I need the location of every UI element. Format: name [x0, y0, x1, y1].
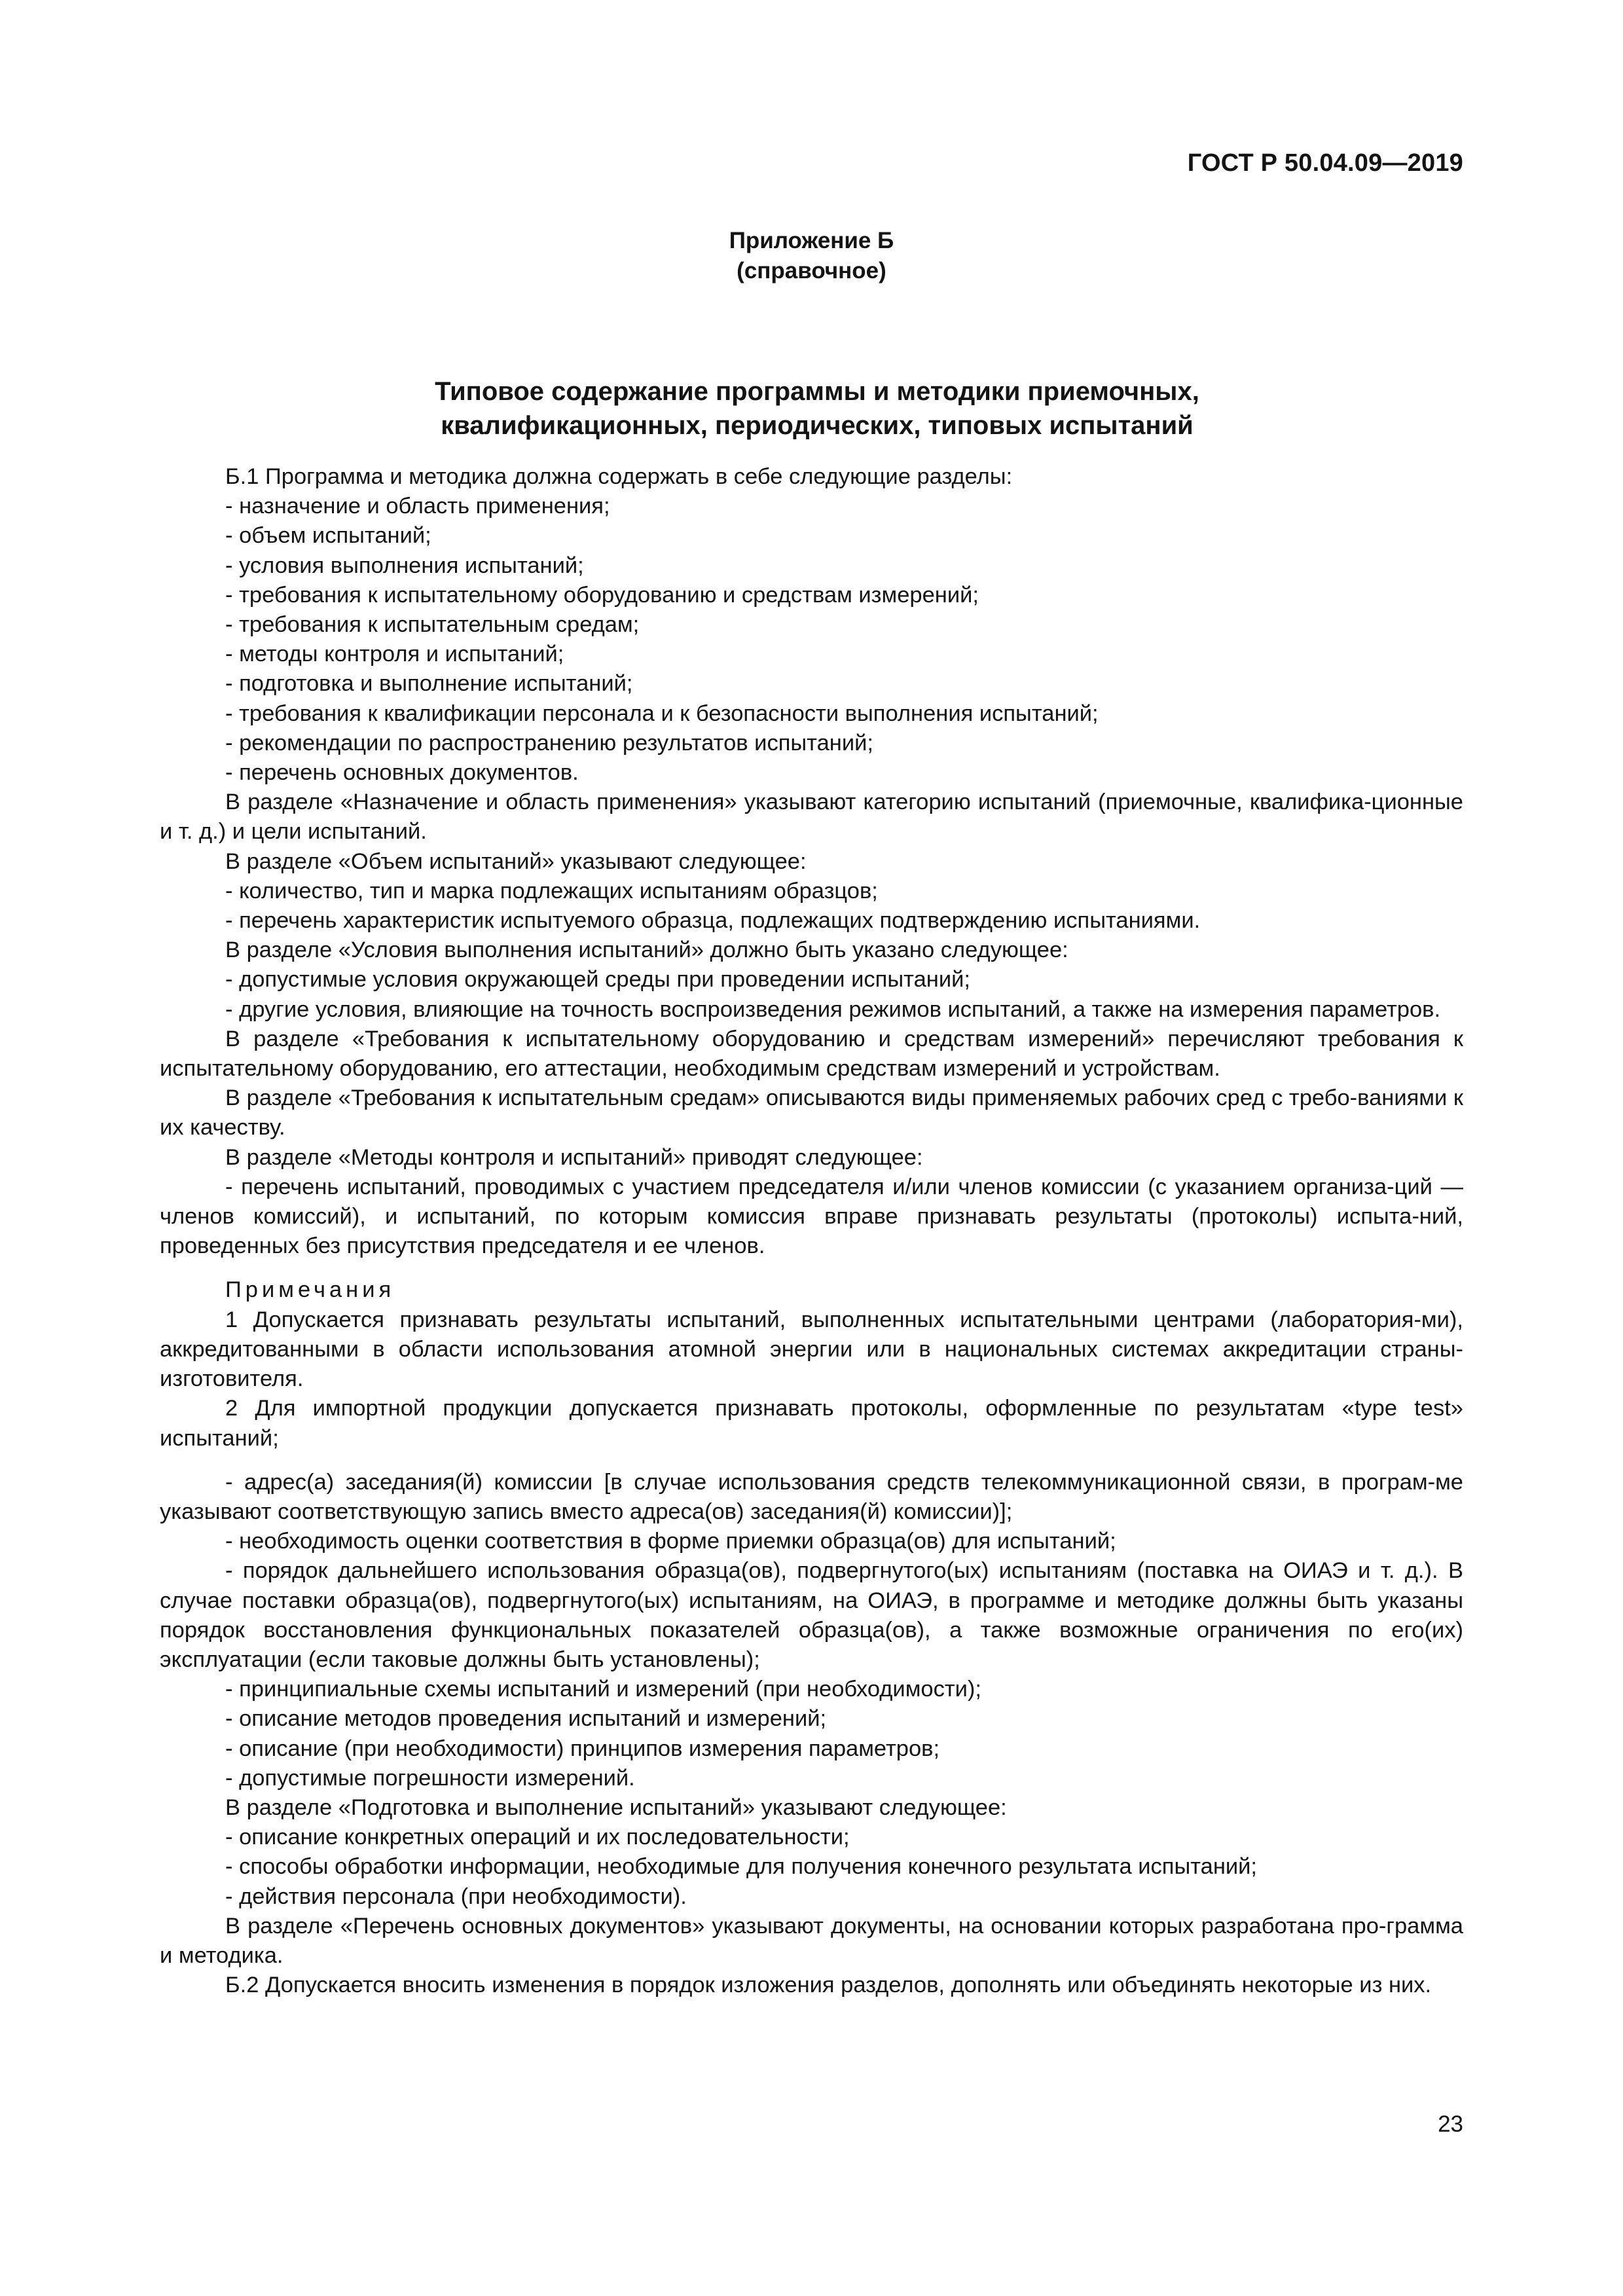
paragraph: В разделе «Требования к испытательным средам» описываются виды применяемых рабочих сред с требо-ваниями к их качеству. [160, 1085, 1463, 1140]
list-item: - перечень испытаний, проводимых с участием председателя и/или членов комиссии (с указанием организа-ций — членов комиссий), и испытаний, по которым комиссия вправе признавать результаты (протоколы) испыта-ний, проведенных без присутствия председателя и ее членов. [160, 1174, 1463, 1259]
list-item: - описание (при необходимости) принципов измерения параметров; [225, 1736, 940, 1761]
list-item: - необходимость оценки соответствия в форме приемки образца(ов) для испытаний; [225, 1529, 1116, 1554]
list-item: - методы контроля и испытаний; [225, 642, 564, 667]
section-title-line-2: квалификационных, периодических, типовых испытаний [441, 411, 1194, 440]
page-number: 23 [1438, 2111, 1463, 2137]
document-code-header: ГОСТ Р 50.04.09—2019 [1187, 149, 1463, 177]
list-item: - порядок дальнейшего использования образца(ов), подвергнутого(ых) испытаниям (поставка на ОИАЭ и т. д.). В случае поставки образца(ов), подвергнутого(ых) испытаниям, на ОИАЭ, в программе и методике должны быть указаны порядок восстановления функциональных показателей образца(ов), а также возможные ограничения по его(их) эксплуатации (если таковые должны быть установлены); [160, 1558, 1463, 1672]
list-item: - требования к квалификации персонала и к безопасности выполнения испытаний; [225, 701, 1099, 726]
paragraph: Б.2 Допускается вносить изменения в порядок изложения разделов, дополнять или объединять некоторые из них. [225, 1973, 1432, 1998]
paragraph: В разделе «Назначение и область применения» указывают категорию испытаний (приемочные, квалифика-ционные и т. д.) и цели испытаний. [160, 790, 1463, 845]
appendix-heading [0, 226, 1623, 286]
list-item: - подготовка и выполнение испытаний; [225, 671, 633, 697]
appendix-label: Приложение Б [729, 228, 894, 253]
list-item: - допустимые условия окружающей среды при проведении испытаний; [225, 967, 970, 993]
list-item: - рекомендации по распространению результатов испытаний; [225, 730, 873, 756]
section-title-line-1: Типовое содержание программы и методики приемочных, [435, 377, 1199, 406]
appendix-type: (справочное) [737, 258, 886, 283]
list-item: - требования к испытательному оборудованию и средствам измерений; [225, 582, 979, 608]
list-item: - принципиальные схемы испытаний и измерений (при необходимости); [225, 1677, 982, 1702]
paragraph: В разделе «Объем испытаний» указывают следующее: [225, 848, 807, 874]
list-item: - действия персонала (при необходимости). [225, 1884, 687, 1909]
note-item: 1 Допускается признавать результаты испытаний, выполненных испытательными центрами (лаборатория-ми), аккредитованными в области использования атомной энергии или в национальных системах аккредитации страны-изготовителя. [160, 1307, 1463, 1392]
list-item: - описание конкретных операций и их последовательности; [225, 1825, 850, 1850]
list-item: - требования к испытательным средам; [225, 612, 640, 638]
paragraph: В разделе «Условия выполнения испытаний» должно быть указано следующее: [225, 938, 1068, 963]
paragraph: В разделе «Методы контроля и испытаний» приводят следующее: [225, 1144, 923, 1170]
list-item: - допустимые погрешности измерений. [225, 1765, 635, 1791]
section-title [223, 374, 1412, 443]
list-item: - описание методов проведения испытаний и измерений; [225, 1706, 827, 1732]
list-item: - условия выполнения испытаний; [225, 553, 584, 578]
paragraph: В разделе «Перечень основных документов» указывают документы, на основании которых разработана про-грамма и методика. [160, 1913, 1463, 1968]
body-text [160, 462, 1463, 2000]
paragraph: В разделе «Подготовка и выполнение испытаний» указывают следующее: [225, 1795, 1007, 1820]
notes-heading: Примечания [225, 1277, 395, 1303]
list-item: - объем испытаний; [225, 523, 431, 549]
list-item: - перечень характеристик испытуемого образца, подлежащих подтверждению испытаниями. [225, 908, 1201, 934]
list-item: - количество, тип и марка подлежащих испытаниям образцов; [225, 878, 878, 903]
paragraph: Б.1 Программа и методика должна содержать в себе следующие разделы: [225, 464, 1013, 489]
list-item: - назначение и область применения; [225, 494, 610, 519]
list-item: - перечень основных документов. [225, 760, 579, 786]
list-item: - другие условия, влияющие на точность воспроизведения режимов испытаний, а также на измерения параметров. [225, 996, 1441, 1022]
note-item: 2 Для импортной продукции допускается признавать протоколы, оформленные по результатам «type test» испытаний; [160, 1396, 1463, 1451]
list-item: - адрес(а) заседания(й) комиссии [в случае использования средств телекоммуникационной связи, в програм-ме указывают соответствующую запись вместо адреса(ов) заседания(й) комиссии)]; [160, 1469, 1463, 1524]
paragraph: В разделе «Требования к испытательному оборудованию и средствам измерений» перечисляют требования к испытательному оборудованию, его аттестации, необходимым средствам измерений и устройствам. [160, 1026, 1463, 1082]
list-item: - способы обработки информации, необходимые для получения конечного результата испытаний; [225, 1854, 1258, 1880]
